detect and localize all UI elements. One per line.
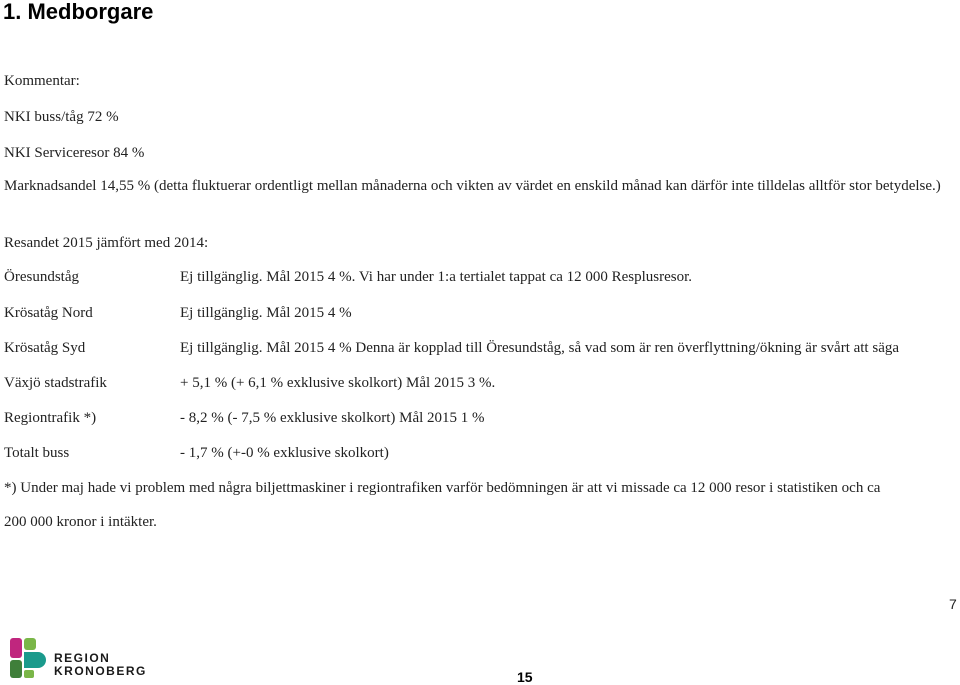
row-label: Växjö stadstrafik [4,375,107,391]
comment-label: Kommentar: [4,73,80,89]
footnote-line-2: 200 000 kronor i intäkter. [4,514,157,530]
row-value: Ej tillgänglig. Mål 2015 4 % Denna är kopplad till Öresundståg, så vad som är ren överflyttning/ökning är svårt att säga [180,340,900,356]
row-label: Regiontrafik *) [4,410,97,426]
market-share-text: Marknadsandel 14,55 % (detta fluktuerar ordentligt mellan månaderna och vikten av värdet en enskild månad kan därför inte tilldelas alltför stor betydelse.) [4,178,941,194]
row-label: Totalt buss [4,445,70,461]
row-value: - 8,2 % (- 7,5 % exklusive skolkort) Mål 2015 1 % [180,410,485,426]
row-label: Öresundståg [4,269,79,285]
row-value: Ej tillgänglig. Mål 2015 4 % [180,305,352,321]
row-value: - 1,7 % (+-0 % exklusive skolkort) [180,445,389,461]
page-number-center: 15 [517,669,533,685]
nki-service-trips: NKI Serviceresor 84 % [4,145,145,161]
row-label: Krösatåg Syd [4,340,86,356]
result-intro: Resandet 2015 jämfört med 2014: [4,235,209,251]
region-kronoberg-logo [10,638,155,680]
logo-mark-icon [10,638,48,678]
row-value: Ej tillgänglig. Mål 2015 4 %. Vi har under 1:a tertialet tappat ca 12 000 Resplusresor. [180,269,693,285]
logo-text-line2: KRONOBERG [54,664,147,678]
row-label: Krösatåg Nord [4,305,93,321]
nki-bus-train: NKI buss/tåg 72 % [4,109,119,125]
row-value: + 5,1 % (+ 6,1 % exklusive skolkort) Mål 2015 3 %. [180,375,496,391]
page-number-right: 7 [949,596,957,612]
page-heading: 1. Medborgare [3,0,154,24]
logo-text-line1: REGION [54,651,111,665]
footnote-line-1: *) Under maj hade vi problem med några biljettmaskiner i regiontrafiken varför bedömningen är att vi missade ca 12 000 resor i statistiken och ca [4,480,881,496]
